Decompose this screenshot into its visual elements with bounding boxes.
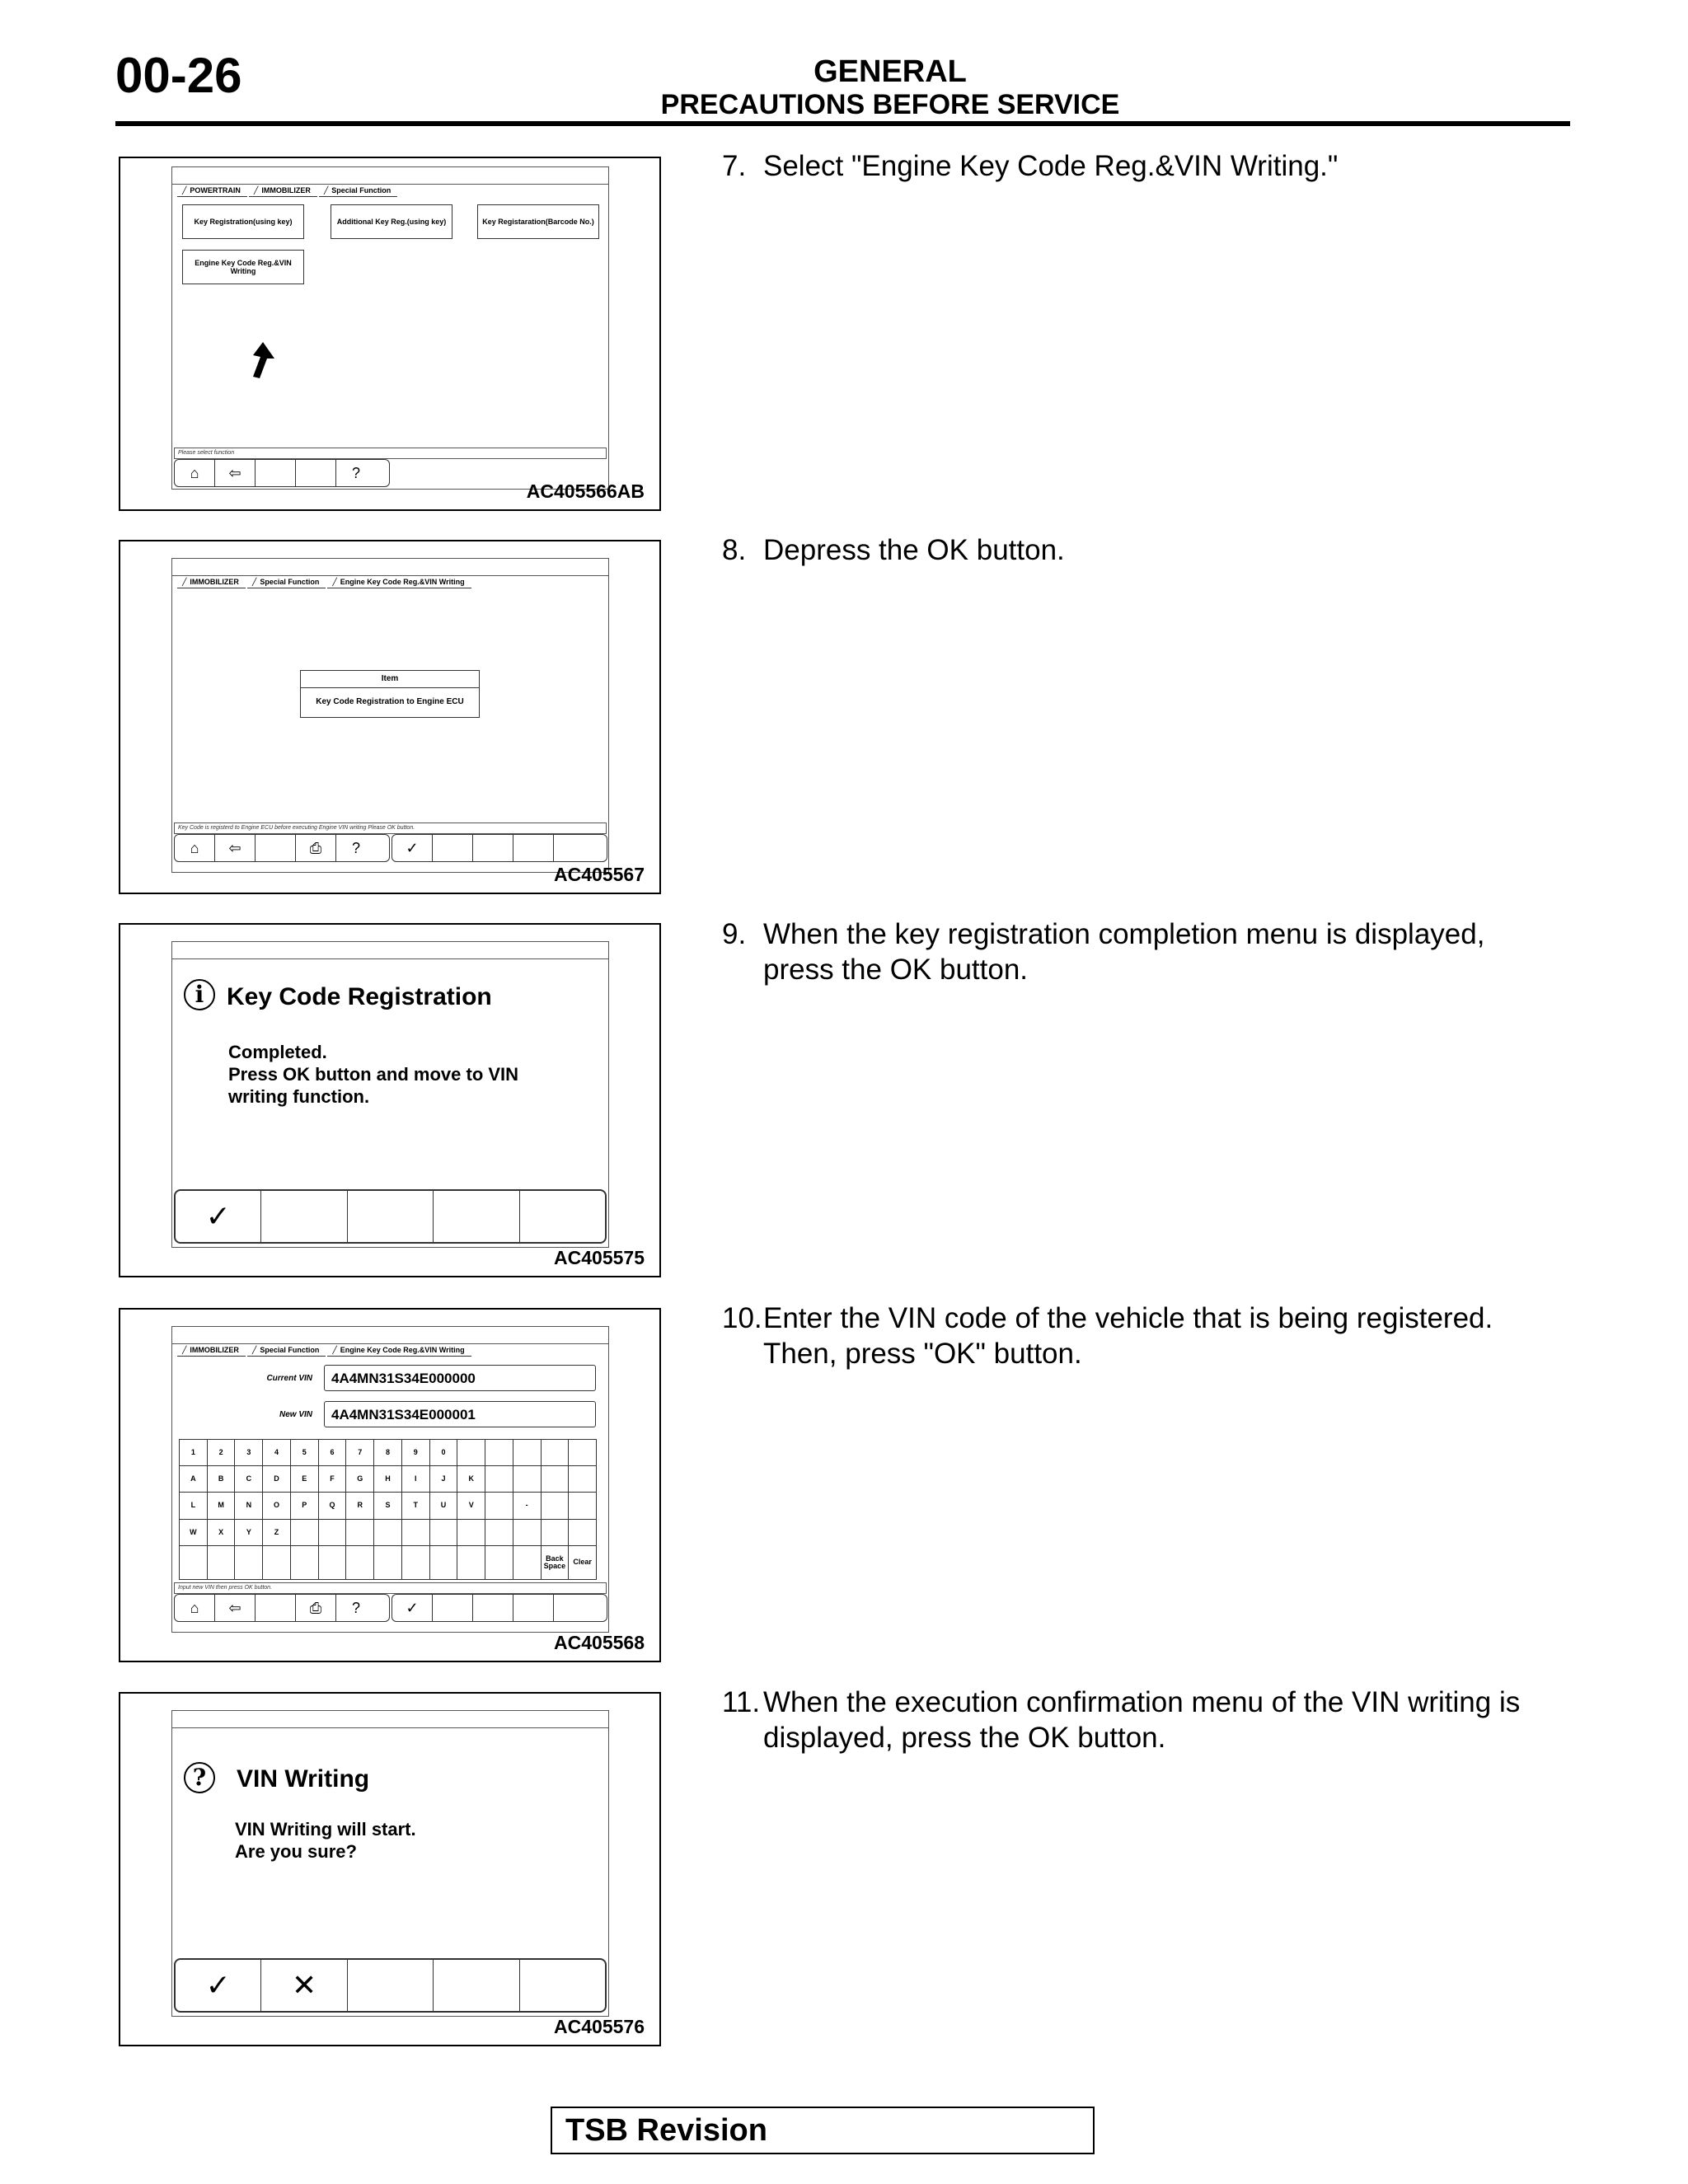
key-n[interactable]: N (235, 1493, 263, 1519)
screen-topbar (172, 559, 608, 576)
key-i[interactable]: I (402, 1466, 430, 1493)
ok-icon[interactable]: ✓ (392, 835, 433, 861)
engine-key-vin-button[interactable]: Engine Key Code Reg.&VIN Writing (182, 250, 304, 284)
key-x[interactable]: X (208, 1520, 236, 1546)
key-blank (457, 1546, 485, 1580)
key-blank (485, 1520, 513, 1546)
home-icon[interactable]: ⌂ (175, 835, 215, 861)
dialog-screen (171, 941, 609, 1248)
item-header: Item (301, 671, 479, 688)
header-rule (115, 121, 1570, 126)
key-blank (319, 1546, 347, 1580)
dialog-button-bar (174, 1958, 607, 2013)
key-l[interactable]: L (180, 1493, 208, 1519)
step-number: 7. (722, 150, 747, 182)
screen-topbar (172, 1327, 608, 1344)
empty-button[interactable] (434, 1960, 519, 2011)
key-blank (542, 1520, 570, 1546)
key--[interactable]: - (513, 1493, 542, 1519)
key-blank (263, 1546, 291, 1580)
key-o[interactable]: O (263, 1493, 291, 1519)
key-blank (569, 1466, 597, 1493)
key-blank (374, 1520, 402, 1546)
empty-button[interactable] (433, 835, 473, 861)
step-11 (722, 1685, 1579, 1755)
crumb-special-function: ╱ Special Function (319, 185, 397, 197)
key-blank (485, 1493, 513, 1519)
message-line: VIN Writing will start. (235, 1819, 416, 1840)
key-blank (457, 1520, 485, 1546)
key-0[interactable]: 0 (430, 1440, 458, 1466)
help-icon[interactable]: ? (351, 1599, 360, 1616)
question-icon: ? (184, 1762, 215, 1793)
step-text: When the execution confirmation menu of the VIN writing is displayed, press the OK button. (763, 1686, 1521, 1754)
message-line: Press OK button and move to VIN (228, 1064, 519, 1085)
crumb-engine-key: ╱ Engine Key Code Reg.&VIN Writing (327, 1345, 471, 1357)
key-blank (513, 1466, 542, 1493)
key-d[interactable]: D (263, 1466, 291, 1493)
message-line: writing function. (228, 1086, 370, 1107)
key-w[interactable]: W (180, 1520, 208, 1546)
key-v[interactable]: V (457, 1493, 485, 1519)
dialog-title: Key Code Registration (227, 983, 492, 1010)
ok-icon[interactable]: ✓ (176, 1960, 261, 2011)
key-blank (485, 1546, 513, 1580)
subsection-title: PRECAUTIONS BEFORE SERVICE (660, 89, 1120, 120)
page-number: 00-26 (115, 48, 242, 103)
step-number: 10. (722, 1302, 762, 1334)
dialog-button-bar (174, 1189, 607, 1244)
print-icon[interactable]: ⎙ (296, 835, 336, 861)
message-line: Completed. (228, 1042, 327, 1062)
key-m[interactable]: M (208, 1493, 236, 1519)
step-text: Select "Engine Key Code Reg.&VIN Writing." (763, 150, 1339, 182)
vin-keypad (179, 1439, 597, 1580)
help-icon[interactable]: ? (351, 464, 360, 481)
figure-vin-entry (119, 1308, 661, 1662)
dialog-screen (171, 1710, 609, 2017)
figure-item-select (119, 540, 661, 894)
step-text: Depress the OK button. (763, 534, 1065, 566)
back-icon[interactable]: ⇦ (215, 1595, 256, 1621)
step-9 (722, 916, 1546, 987)
crumb-special-function: ╱ Special Function (247, 577, 326, 588)
key-8[interactable]: 8 (374, 1440, 402, 1466)
key-blank (180, 1546, 208, 1580)
empty-button[interactable] (520, 1191, 605, 1242)
key-blank (235, 1546, 263, 1580)
key-blank (542, 1493, 570, 1519)
key-blank (457, 1440, 485, 1466)
key-f[interactable]: F (319, 1466, 347, 1493)
message-line: Are you sure? (235, 1841, 357, 1862)
key-blank (208, 1546, 236, 1580)
step-text: When the key registration completion menu is displayed, press the OK button. (763, 918, 1485, 986)
key-h[interactable]: H (374, 1466, 402, 1493)
key-blank (319, 1520, 347, 1546)
dialog-message (235, 1818, 416, 1863)
info-icon: i (184, 979, 215, 1010)
empty-button[interactable] (554, 835, 593, 861)
key-e[interactable]: E (291, 1466, 319, 1493)
step-10 (722, 1301, 1563, 1371)
section-title: GENERAL (814, 54, 967, 89)
empty-button[interactable] (554, 1595, 593, 1621)
step-number: 9. (722, 918, 747, 950)
back-icon[interactable]: ⇦ (215, 460, 256, 486)
key-blank (569, 1440, 597, 1466)
key-9[interactable]: 9 (402, 1440, 430, 1466)
empty-button[interactable] (513, 835, 554, 861)
key-z[interactable]: Z (263, 1520, 291, 1546)
cancel-icon[interactable]: ✕ (261, 1960, 347, 2011)
new-vin-field[interactable]: 4A4MN31S34E000001 (324, 1401, 596, 1427)
key-s[interactable]: S (374, 1493, 402, 1519)
key-k[interactable]: K (457, 1466, 485, 1493)
key-blank (291, 1520, 319, 1546)
nav-button-bar (174, 459, 390, 487)
key-q[interactable]: Q (319, 1493, 347, 1519)
key-blank (430, 1546, 458, 1580)
empty-button[interactable] (256, 1595, 296, 1621)
key-blank (513, 1546, 542, 1580)
key-j[interactable]: J (430, 1466, 458, 1493)
action-button-bar (392, 1594, 607, 1622)
breadcrumb (177, 185, 399, 197)
new-vin-label: New VIN (279, 1410, 312, 1419)
screen-mockup (171, 558, 609, 873)
screen-mockup (171, 166, 609, 490)
key-blank (402, 1520, 430, 1546)
empty-button[interactable] (433, 1595, 473, 1621)
key-t[interactable]: T (402, 1493, 430, 1519)
crumb-special-function: ╱ Special Function (247, 1345, 326, 1357)
key-registration-button[interactable]: Key Registration(using key) (182, 204, 304, 239)
empty-button[interactable] (348, 1960, 434, 2011)
figure-key-code-completed (119, 923, 661, 1277)
key-blank (346, 1520, 374, 1546)
step-number: 11. (722, 1686, 761, 1718)
key-p[interactable]: P (291, 1493, 319, 1519)
key-blank (513, 1520, 542, 1546)
key-5[interactable]: 5 (291, 1440, 319, 1466)
breadcrumb (177, 1345, 473, 1357)
key-back-space[interactable]: Back Space (542, 1546, 570, 1580)
figure-select-function (119, 157, 661, 511)
key-6[interactable]: 6 (319, 1440, 347, 1466)
key-blank (485, 1440, 513, 1466)
additional-key-button[interactable]: Additional Key Reg.(using key) (331, 204, 452, 239)
key-1[interactable]: 1 (180, 1440, 208, 1466)
ok-icon[interactable]: ✓ (392, 1595, 433, 1621)
status-message: Key Code is registerd to Engine ECU before executing Engine VIN writing Please OK button. (174, 823, 607, 834)
figure-code: AC405568 (554, 1632, 645, 1653)
barcode-registration-button[interactable]: Key Registaration(Barcode No.) (477, 204, 599, 239)
step-8 (722, 532, 1579, 568)
key-blank (374, 1546, 402, 1580)
screen-mockup (171, 1326, 609, 1633)
home-icon[interactable]: ⌂ (175, 1595, 215, 1621)
help-icon[interactable]: ? (351, 839, 360, 856)
key-blank (542, 1440, 570, 1466)
empty-button[interactable] (256, 460, 296, 486)
empty-button[interactable] (348, 1191, 434, 1242)
nav-button-bar (174, 1594, 390, 1622)
key-y[interactable]: Y (235, 1520, 263, 1546)
empty-button[interactable] (473, 835, 513, 861)
key-a[interactable]: A (180, 1466, 208, 1493)
home-icon[interactable]: ⌂ (175, 460, 215, 486)
figure-vin-writing-confirm (119, 1692, 661, 2046)
key-blank (291, 1546, 319, 1580)
print-icon[interactable]: ⎙ (296, 1595, 336, 1621)
key-blank (346, 1546, 374, 1580)
empty-button[interactable] (520, 1960, 605, 2011)
arrow-up-icon (245, 340, 278, 382)
breadcrumb (177, 577, 473, 588)
current-vin-field: 4A4MN31S34E000000 (324, 1365, 596, 1391)
current-vin-label: Current VIN (266, 1374, 312, 1383)
step-text: Enter the VIN code of the vehicle that is being registered. Then, press "OK" button. (763, 1302, 1493, 1370)
dialog-message (228, 1041, 518, 1108)
key-r[interactable]: R (346, 1493, 374, 1519)
screen-topbar (172, 167, 608, 185)
empty-button[interactable] (473, 1595, 513, 1621)
key-blank (542, 1466, 570, 1493)
key-clear[interactable]: Clear (569, 1546, 597, 1580)
figure-code: AC405575 (554, 1247, 645, 1268)
figure-code: AC405576 (554, 2016, 645, 2037)
screen-topbar (172, 1711, 608, 1728)
step-number: 8. (722, 534, 747, 566)
empty-button[interactable] (513, 1595, 554, 1621)
status-message: Input new VIN then press OK button. (174, 1582, 607, 1594)
nav-button-bar (174, 834, 390, 862)
ok-icon[interactable]: ✓ (176, 1191, 261, 1242)
key-u[interactable]: U (430, 1493, 458, 1519)
key-c[interactable]: C (235, 1466, 263, 1493)
empty-button[interactable] (261, 1191, 347, 1242)
crumb-powertrain: ╱ POWERTRAIN (177, 185, 247, 197)
item-row-key-code-registration[interactable]: Key Code Registration to Engine ECU (316, 697, 464, 706)
empty-button[interactable] (256, 835, 296, 861)
item-list (300, 670, 480, 718)
figure-code: AC405567 (554, 864, 645, 885)
dialog-title: VIN Writing (237, 1765, 370, 1793)
key-3[interactable]: 3 (235, 1440, 263, 1466)
figure-code: AC405566AB (526, 480, 645, 502)
back-icon[interactable]: ⇦ (215, 835, 256, 861)
key-2[interactable]: 2 (208, 1440, 236, 1466)
step-7 (722, 148, 1579, 184)
key-b[interactable]: B (208, 1466, 236, 1493)
key-g[interactable]: G (346, 1466, 374, 1493)
crumb-immobilizer: ╱ IMMOBILIZER (177, 1345, 246, 1357)
action-button-bar (392, 834, 607, 862)
key-4[interactable]: 4 (263, 1440, 291, 1466)
key-blank (430, 1520, 458, 1546)
key-7[interactable]: 7 (346, 1440, 374, 1466)
crumb-immobilizer: ╱ IMMOBILIZER (249, 185, 317, 197)
key-blank (569, 1520, 597, 1546)
crumb-immobilizer: ╱ IMMOBILIZER (177, 577, 246, 588)
screen-topbar (172, 942, 608, 959)
key-blank (569, 1493, 597, 1519)
key-blank (485, 1466, 513, 1493)
key-blank (402, 1546, 430, 1580)
crumb-engine-key: ╱ Engine Key Code Reg.&VIN Writing (327, 577, 471, 588)
status-message: Please select function (174, 448, 607, 459)
tsb-revision-box: TSB Revision (551, 2107, 1095, 2154)
empty-button[interactable] (296, 460, 336, 486)
key-blank (513, 1440, 542, 1466)
empty-button[interactable] (434, 1191, 519, 1242)
